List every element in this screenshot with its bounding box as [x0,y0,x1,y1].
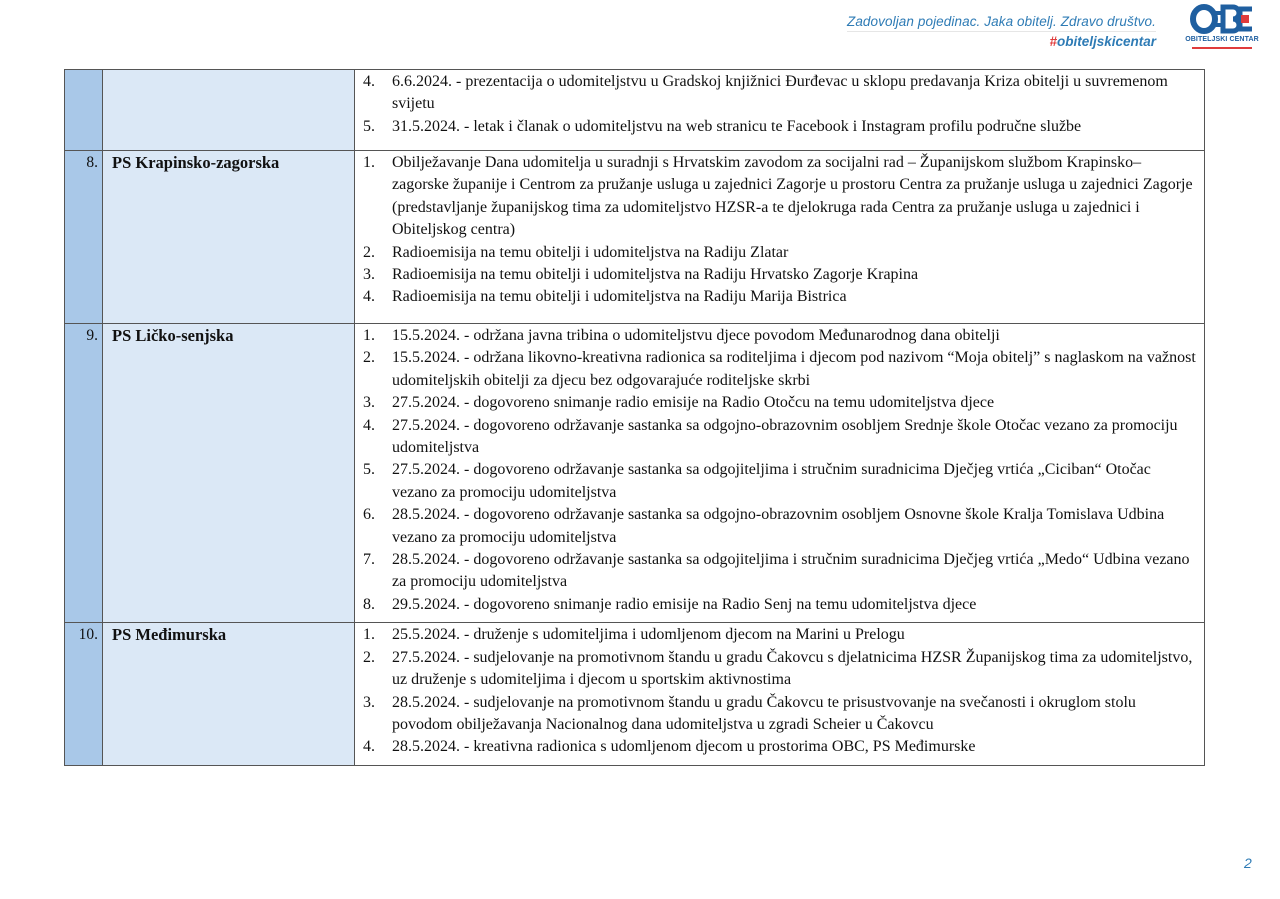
table-row [65,70,1205,151]
hashtag [847,32,1156,51]
logo-underline [1192,47,1252,49]
hashtag-text: obiteljskicentar [1056,34,1156,49]
header-slogan [847,12,1156,51]
service-name: PS Međimurska [103,623,355,765]
activity-list [363,325,1196,616]
activities-cell [355,70,1205,151]
list-item: 1. 15.5.2024. - održana javna tribina o udomiteljstvu djece povodom Međunarodnog dana obitelji [363,327,1000,344]
list-item: 4. 6.6.2024. - prezentacija o udomiteljstvu u Gradskoj knjižnici Đurđevac u sklopu predavanja Kriza obitelji u suvremenom svijetu [363,73,1168,113]
table-row [65,623,1205,765]
service-name: PS Ličko-senjska [103,324,355,623]
row-number [65,70,103,151]
list-item: 2. Radioemisija na temu obitelji i udomiteljstva na Radiju Zlatar [363,243,789,261]
list-item: 7. 28.5.2024. - dogovoreno održavanje sastanka sa odgojiteljima i stručnim suradnicima Dječjeg vrtića „Medo“ Udbina vezano za promociju udomiteljstva [363,551,1190,591]
list-item: 1. 25.5.2024. - druženje s udomiteljima i udomljenom djecom na Marini u Prelogu [363,626,905,644]
row-number: 9. [65,324,103,623]
list-item: 4. 27.5.2024. - dogovoreno održavanje sastanka sa odgojno-obrazovnim osobljem Srednje škole Otočac vezano za promociju udomiteljstva [363,416,1178,457]
slogan-text: Zadovoljan pojedinac. Jaka obitelj. Zdravo društvo. [847,12,1156,32]
list-item: 4. 28.5.2024. - kreativna radionica s udomljenom djecom u prostorima OBC, PS Međimurske [363,738,976,756]
list-item: 4. Radioemisija na temu obitelji i udomiteljstva na Radiju Marija Bistrica [363,288,847,306]
row-number: 8. [65,151,103,324]
activities-cell [355,151,1205,324]
list-item: 2. 15.5.2024. - održana likovno-kreativna radionica sa roditeljima i djecom pod nazivom “Moja obitelj” s naglaskom na važnost udomiteljskih obitelji za djecu bez odgovarajuće roditeljske skrbi [363,349,1196,389]
table-row [65,324,1205,623]
list-item: 8. 29.5.2024. - dogovoreno snimanje radio emisije na Radio Senj na temu udomiteljstva djece [363,595,977,613]
list-item: 3. Radioemisija na temu obitelji i udomiteljstva na Radiju Hrvatsko Zagorje Krapina [363,266,919,284]
obc-logo-icon [1190,3,1254,35]
list-item: 6. 28.5.2024. - dogovoreno održavanje sastanka sa odgojno-obrazovnim osobljem Osnovne škole Kralja Tomislava Udbina vezano za promociju udomiteljstva [363,506,1165,546]
list-item: 5. 31.5.2024. - letak i članak o udomiteljstvu na web stranicu te Facebook i Instagram profilu područne službe [363,117,1082,135]
logo-text: OBITELJSKI CENTAR [1185,36,1259,43]
list-item: 3. 27.5.2024. - dogovoreno snimanje radio emisije na Radio Otočcu na temu udomiteljstva djece [363,394,995,412]
row-number: 10. [65,623,103,765]
list-item: 5. 27.5.2024. - dogovoreno održavanje sastanka sa odgojiteljima i stručnim suradnicima Dječjeg vrtića „Ciciban“ Otočac vezano za promociju udomiteljstva [363,461,1151,501]
page-number: 2 [1244,855,1252,871]
activities-cell [355,623,1205,765]
activity-list [363,71,1196,138]
list-item: 3. 28.5.2024. - sudjelovanje na promotivnom štandu u gradu Čakovcu te prisustvovanje na svečanosti i okruglom stolu povodom obilježavanja Nacionalnog dana udomiteljstva u zgradi Scheier u Čakovcu [363,693,1136,733]
activity-list [363,152,1196,309]
list-item: 1. Obilježavanje Dana udomitelja u suradnji s Hrvatskim zavodom za socijalni rad – Županijskom službom Krapinsko–zagorske županije i Centrom za pružanje usluga u zajednici Zagorje u prostoru Centra za pružanje usluga u zajednici Zagorje (predstavljanje županijskog tima za udomiteljstvo HZSR-a te djelokruga rada Centra za pružanje usluga u zajednici i Obiteljskog centra) [363,154,1193,239]
service-name: PS Krapinsko-zagorska [103,151,355,324]
activities-cell [355,324,1205,623]
obc-logo [1180,3,1264,51]
list-item: 2. 27.5.2024. - sudjelovanje na promotivnom štandu u gradu Čakovcu s djelatnicima HZSR Županijskog tima za udomiteljstvo, uz druženje s udomiteljima i djecom u sportskim aktivnostima [363,648,1193,689]
hashtag-symbol: # [1049,34,1057,49]
activities-table [64,69,1205,766]
activity-list [363,624,1196,758]
table-row [65,151,1205,324]
service-name [103,70,355,151]
